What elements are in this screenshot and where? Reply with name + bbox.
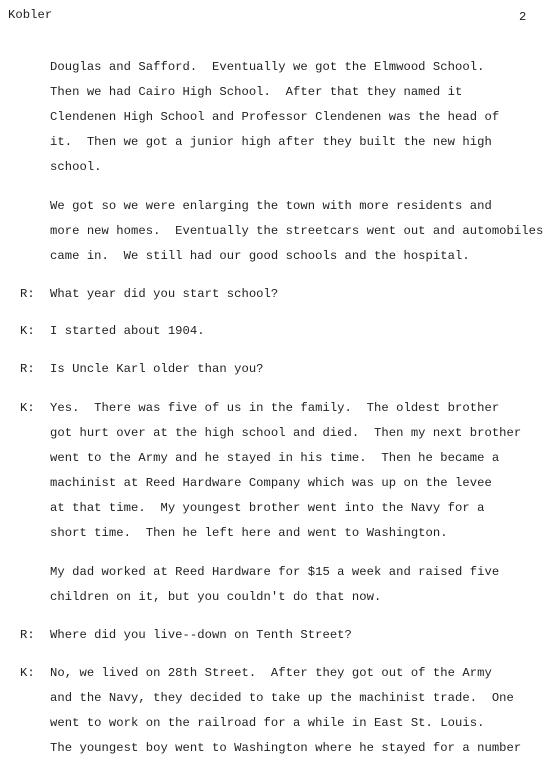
answer-line: I started about 1904. [50,324,205,338]
answer-line: and the Navy, they decided to take up the machinist trade. One [50,691,514,705]
answer-line: went to work on the railroad for a while in East St. Louis. [50,716,485,730]
speaker-label: K: [20,666,35,680]
body-line: school. [50,160,102,174]
body-line: We got so we were enlarging the town with more residents and [50,199,492,213]
answer-line: children on it, but you couldn't do that now. [50,590,382,604]
speaker-label: R: [20,287,35,301]
answer-line: No, we lived on 28th Street. After they got out of the Army [50,666,492,680]
answer-line: at that time. My youngest brother went into the Navy for a [50,501,485,515]
question-line: Is Uncle Karl older than you? [50,362,264,376]
speaker-label: K: [20,401,35,415]
speaker-label: R: [20,362,35,376]
body-line: it. Then we got a junior high after they built the new high [50,135,492,149]
body-line: more new homes. Eventually the streetcars went out and automobiles [50,224,544,238]
body-line: came in. We still had our good schools and the hospital. [50,249,470,263]
page-number: 2 [519,10,527,24]
answer-line: went to the Army and he stayed in his time. Then he became a [50,451,500,465]
speaker-label: R: [20,628,35,642]
answer-line: The youngest boy went to Washington where he stayed for a number [50,741,522,755]
answer-line: Yes. There was five of us in the family. The oldest brother [50,401,500,415]
body-line: Douglas and Safford. Eventually we got the Elmwood School. [50,60,485,74]
header-name: Kobler [8,8,53,22]
question-line: What year did you start school? [50,287,279,301]
answer-line: short time. Then he left here and went to Washington. [50,526,448,540]
body-line: Clendenen High School and Professor Clendenen was the head of [50,110,500,124]
answer-line: My dad worked at Reed Hardware for $15 a week and raised five [50,565,500,579]
question-line: Where did you live--down on Tenth Street? [50,628,352,642]
body-line: Then we had Cairo High School. After that they named it [50,85,463,99]
speaker-label: K: [20,324,35,338]
answer-line: got hurt over at the high school and died. Then my next brother [50,426,522,440]
answer-line: machinist at Reed Hardware Company which was up on the levee [50,476,492,490]
